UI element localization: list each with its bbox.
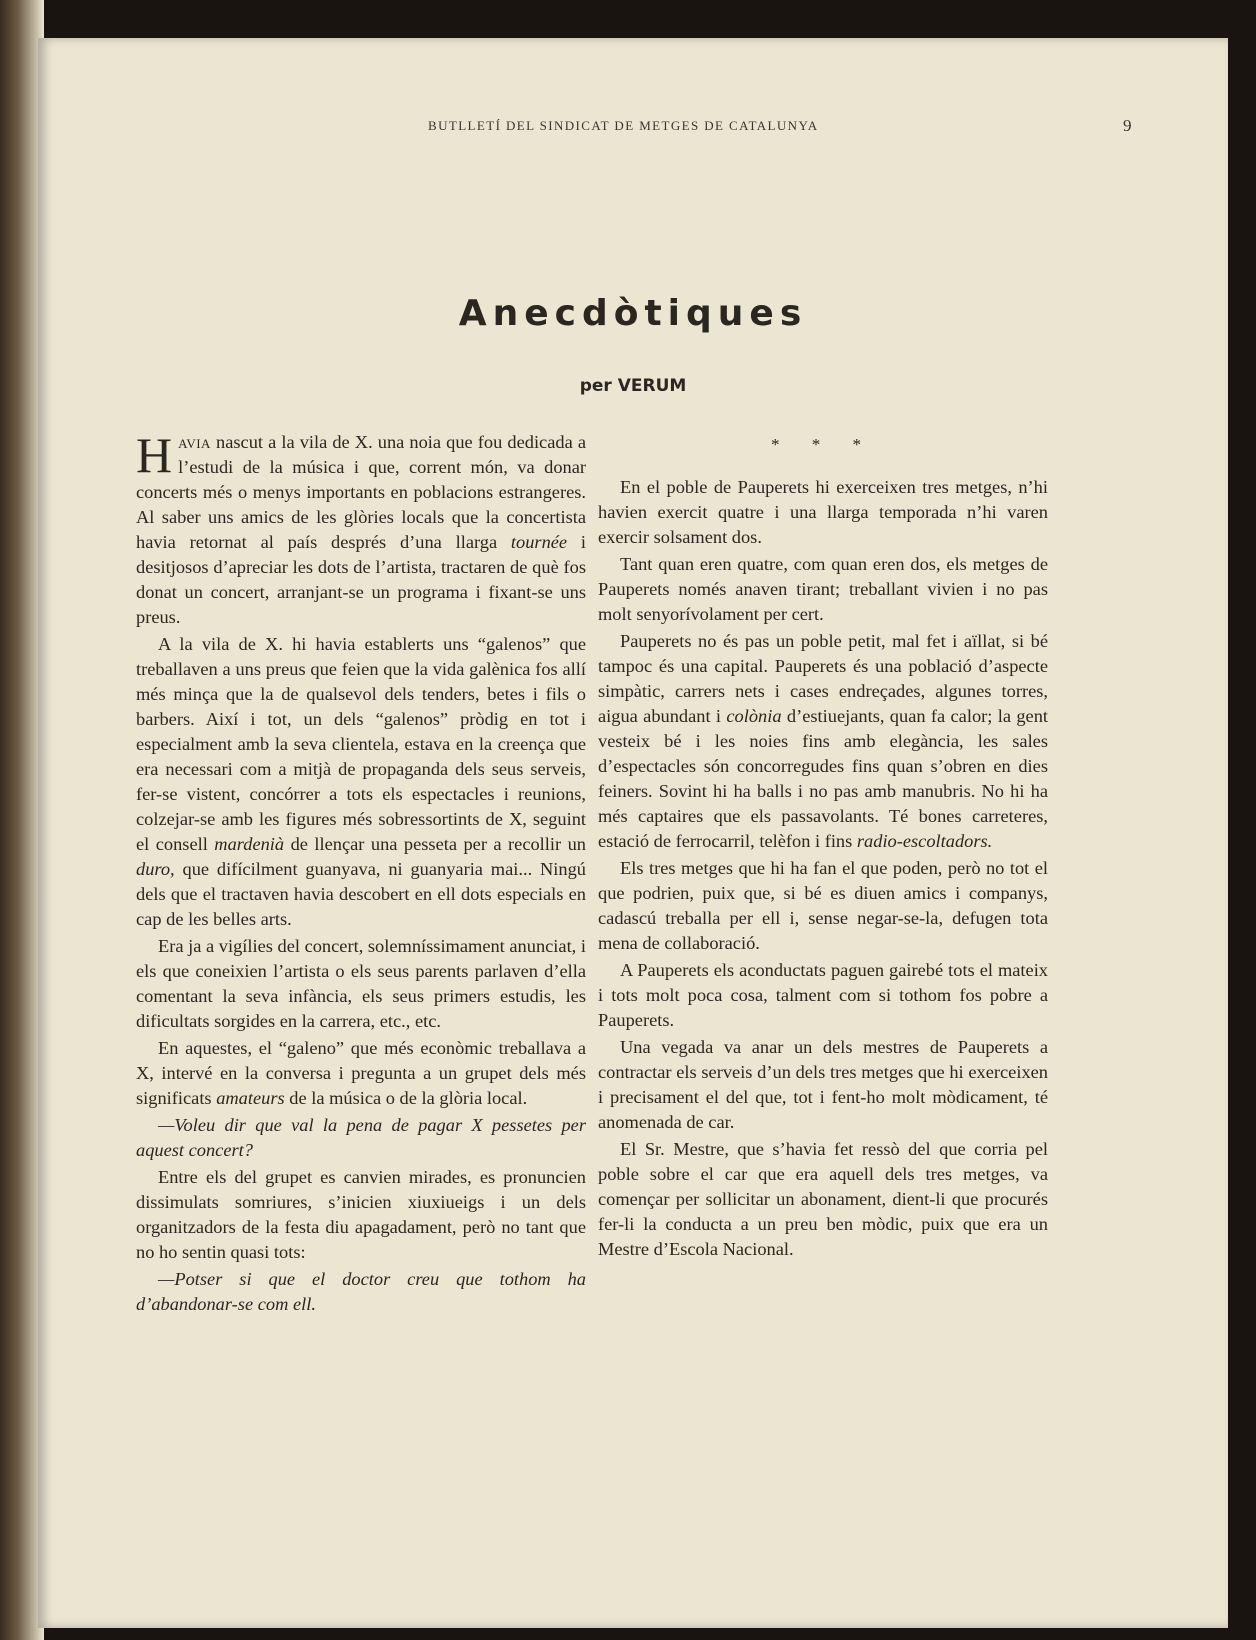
text-run: d’estiuejants, quan fa calor; la gent vesteix bé i les noies fins amb elegància, les sales d’espectacles són concorregudes fins quan s’obren en dies feiners. Sovint hi ha balls i no pas amb manubris. No hi ha més captaires que els passavolants. Té bones carreteres, estació de ferrocarril, telèfon i fins <box>598 706 1049 851</box>
paragraph <box>136 632 586 932</box>
paragraph <box>136 1036 586 1111</box>
drop-cap: H <box>136 427 173 483</box>
text-run: En aquestes, el “galeno” que més econòmic treballava a X, intervé en la conversa i pregunta a un grupet dels més significats <box>136 1038 586 1108</box>
paragraph: Tant quan eren quatre, com quan eren dos, els metges de Pauperets només anaven tirant; treballant vivien i no pas molt senyorívolament per cert. <box>598 554 1048 624</box>
text-run: nascut a la vila de X. una noia que fou dedicada a l’estudi de la música i que, corrent món, va donar concerts més o menys importants en poblacions estrangeres. Al saber uns amics de les glòries locals que la concertista havia retornat al país després d’una llarga <box>136 432 586 552</box>
section-separator: * * * <box>771 435 875 454</box>
italic-term: duro, <box>136 859 175 879</box>
italic-term: mardenià <box>214 834 285 854</box>
page-header <box>188 118 1188 148</box>
page-number: 9 <box>1123 116 1132 135</box>
text-run: que difícilment guanyava, ni guanyaria mai... Ningú dels que el tractaven havia descobert en ell dots especials en cap de les belles arts. <box>136 859 586 929</box>
italic-term: colònia <box>726 706 782 726</box>
italic-dialogue: —Potser si que el doctor creu que tothom ha d’abandonar-se com ell. <box>136 1269 586 1314</box>
dialogue-line <box>136 1113 586 1163</box>
italic-term: tournée <box>510 532 568 552</box>
italic-dialogue: —Voleu dir que val la pena de pagar X pessetes per aquest concert? <box>136 1115 586 1160</box>
paragraph <box>598 629 1048 854</box>
italic-term: radio-escoltadors. <box>856 831 993 851</box>
dialogue-line <box>136 1267 586 1317</box>
text-run: A la vila de X. hi havia establerts uns “galenos” que treballaven a uns preus que feien que la vida galènica fos allí més minça que la de qualsevol dels tenders, betes i fils o barbers. Així i tot, un dels “galenos” pròdig en tot i especialment amb la seva clientela, estava en la creença que era necessari com a mitjà de propaganda dels seus serveis, fer-se vistent, concórrer a tots els espectacles i reunions, colzejar-se amb les figures més sobressortints de X, seguint el consell <box>136 634 586 854</box>
running-head: BUTLLETÍ DEL SINDICAT DE METGES DE CATALUNYA <box>428 118 819 133</box>
right-column <box>598 430 1048 1264</box>
paragraph: Una vegada va anar un dels mestres de Pauperets a contractar els serveis d’un dels tres metges que hi exerceixen i precisament el del que, tot i fent-ho molt mòdicament, té anomenada de car. <box>598 1037 1048 1132</box>
paragraph: Els tres metges que hi ha fan el que poden, però no tot el que podrien, puix que, si bé es diuen amics i companys, cadascú treballa per ell i, sense negar-se-la, defugen tota mena de collaboració. <box>598 858 1048 953</box>
left-column <box>136 427 586 1319</box>
text-run: de llençar una pesseta per a recollir un <box>284 834 586 854</box>
paragraph: El Sr. Mestre, que s’havia fet ressò del que corria pel poble sobre el car que era aquell dels tres metges, va començar per sollicitar un abonament, dient-li que procurés fer-li la conducta a un preu ben mòdic, puix que era un Mestre d’Escola Nacional. <box>598 1139 1048 1259</box>
text-run: i desitjosos d’apreciar les dots de l’artista, tractaren de què fos donat un concert, arranjant-se un programa i fixant-se uns preus. <box>136 532 586 627</box>
paragraph: A Pauperets els aconductats paguen gairebé tots el mateix i tots molt poca cosa, talment com si tothom fos pobre a Pauperets. <box>598 960 1048 1030</box>
page <box>38 38 1228 1628</box>
paragraph: Era ja a vigílies del concert, solemníssimament anunciat, i els que coneixien l’artista o els seus parents parlaven d’ella comentant la seva infància, els seus primers estudis, les dificultats sorgides en la carrera, etc., etc. <box>136 936 586 1031</box>
text-run: de la música o de la glòria local. <box>284 1088 528 1108</box>
article-title: Anecdòtiques <box>458 293 808 334</box>
italic-term: amateurs <box>216 1088 285 1108</box>
text-run: Pauperets no és pas un poble petit, mal fet i aïllat, si bé tampoc és una capital. Pauperets és una població d’aspecte simpàtic, carrers nets i cases endreçades, algunes torres, aigua abundant i <box>598 631 1048 726</box>
paragraph: Entre els del grupet es canvien mirades, es pronuncien dissimulats somriures, s’inicien xiuxiueigs i un dels organitzadors de la festa diu apagadament, però no tant que no ho sentin quasi tots: <box>136 1167 586 1262</box>
paragraph: En el poble de Pauperets hi exerceixen tres metges, n’hi havien exercit quatre i una llarga temporada n’hi varen exercir solsament dos. <box>598 477 1048 547</box>
paragraph <box>136 427 586 630</box>
article-byline: per VERUM <box>579 376 687 396</box>
lead-word: avia <box>178 432 211 452</box>
